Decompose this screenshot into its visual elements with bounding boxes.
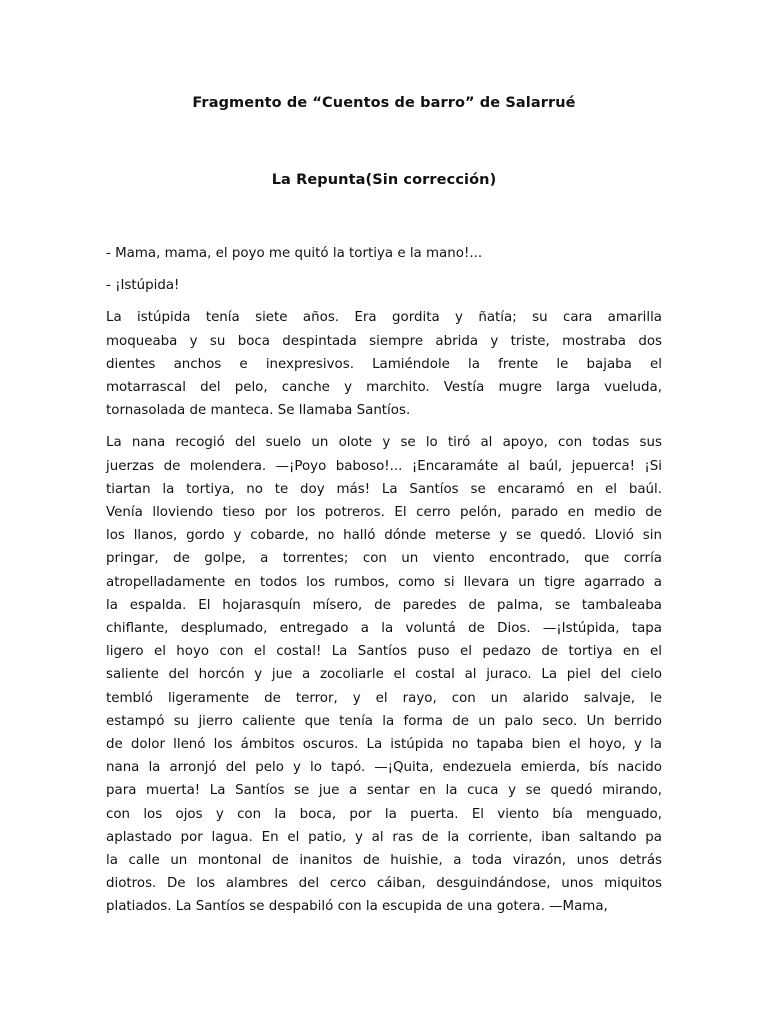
text-line: ligero el hoyo con el costal! La Santíos puso el pedazo de tortiya en el: [106, 644, 662, 660]
text-line: pringar, de golpe, a torrentes; con un viento encontrado, que corría: [106, 551, 662, 567]
text-line: motarrascal del pelo, canche y marchito. Vestía mugre larga vueluda,: [106, 380, 662, 396]
text-line: los llanos, gordo y cobarde, no halló dónde meterse y se quedó. Llovió sin: [106, 528, 662, 544]
paragraph: [106, 306, 662, 422]
text-line: - ¡Istúpida!: [106, 278, 180, 294]
text-line: moqueaba y su boca despintada siempre abrida y triste, mostraba dos: [106, 333, 662, 349]
text-line: con los ojos y con la boca, por la puerta. El viento bía menguado,: [106, 806, 662, 822]
text-line: diotros. De los alambres del cerco cáiban, desguindándose, unos miquitos: [106, 876, 662, 892]
text-line: de dolor llenó los ámbitos oscuros. La istúpida no tapaba bien el hoyo, y la: [106, 737, 662, 753]
text-line: chiflante, desplumado, entregado a la voluntá de Dios. —¡Istúpida, tapa: [106, 621, 662, 637]
document-title: Fragmento de “Cuentos de barro” de Salarrué: [192, 95, 576, 111]
paragraph: [106, 242, 662, 265]
text-line: tiartan la tortiya, no te doy más! La Santíos se encaramó en el baúl.: [106, 481, 662, 497]
paragraph: [106, 431, 662, 918]
text-line: platiados. La Santíos se despabiló con la escupida de una gotera. —Mama,: [106, 899, 608, 915]
text-line: estampó su jierro caliente que tenía la forma de un palo seco. Un berrido: [106, 713, 662, 729]
text-line: nana la arronjó del pelo y lo tapó. —¡Quita, endezuela emierda, bís nacido: [106, 760, 662, 776]
text-line: para muerta! La Santíos se jue a sentar en la cuca y se quedó mirando,: [106, 783, 662, 799]
text-line: la calle un montonal de inanitos de huishie, a toda virazón, unos detrás: [106, 853, 662, 869]
text-line: Venía lloviendo tieso por los potreros. El cerro pelón, parado en medio de: [106, 505, 662, 521]
text-line: - Mama, mama, el poyo me quitó la tortiya e la mano!...: [106, 246, 483, 261]
story-title: La Repunta(Sin corrección): [271, 172, 497, 188]
text-line: tembló ligeramente de terror, y el rayo, con un alarido salvaje, le: [106, 690, 662, 706]
text-line: la espalda. El hojarasquín mísero, de paredes de palma, se tambaleaba: [106, 597, 662, 613]
text-line: saliente del horcón y jue a zocoliarle el costal al juraco. La piel del cielo: [106, 667, 662, 683]
text-line: La nana recogió del suelo un olote y se lo tiró al apoyo, con todas sus: [106, 435, 662, 451]
text-line: dientes anchos e inexpresivos. Lamiéndole la frente le bajaba el: [106, 356, 662, 372]
paragraph: [106, 274, 662, 297]
text-line: atropelladamente en todos los rumbos, como si llevara un tigre agarrado a: [106, 574, 662, 590]
text-line: La istúpida tenía siete años. Era gordita y ñatía; su cara amarilla: [106, 310, 662, 326]
text-line: juerzas de molendera. —¡Poyo baboso!... ¡Encaramáte al baúl, jepuerca! ¡Si: [106, 458, 662, 474]
text-line: tornasolada de manteca. Se llamaba Santíos.: [106, 403, 411, 419]
story-body: [106, 242, 662, 919]
text-line: aplastado por lagua. En el patio, y al ras de la corriente, iban saltando pa: [106, 829, 662, 845]
